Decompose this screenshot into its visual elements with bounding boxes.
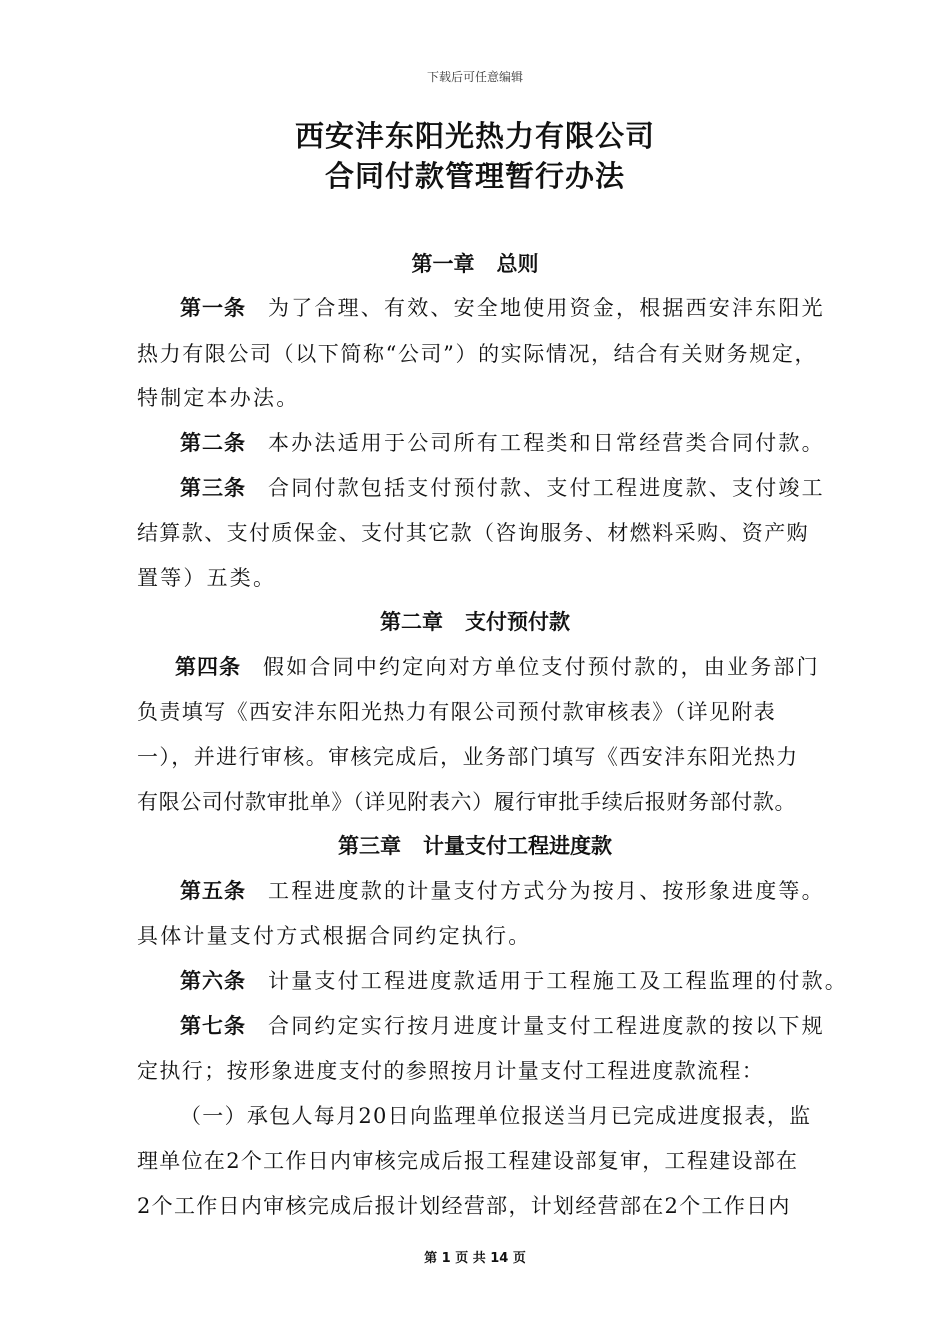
article-label: 第一条 [180,296,246,320]
article-4-line-4: 有限公司付款审批单》（详见附表六）履行审批手续后报财务部付款。 [137,790,797,814]
article-label: 第五条 [180,879,246,903]
chapter-heading-1 [0,248,950,278]
article-1-line-2: 热力有限公司（以下简称“公司”）的实际情况，结合有关财务规定， [137,342,818,366]
document-title-line-2: 合同付款管理暂行办法 [324,159,625,193]
article-3-line-2: 结算款、支付质保金、支付其它款（咨询服务、材燃料采购、资产购 [137,521,809,545]
chapter-name: 计量支付工程进度款 [423,834,612,858]
article-5-line-2: 具体计量支付方式根据合同约定执行。 [137,924,532,948]
article-text: 合同约定实行按月进度计量支付工程进度款的按以下规 [268,1014,825,1038]
article-3-line-1 [180,472,825,502]
article-4-line-1 [175,651,820,681]
article-7-line-1 [180,1010,825,1040]
article-label: 第二条 [180,431,246,455]
chapter-heading-3 [0,830,950,860]
chapter-number: 第三章 [338,834,401,858]
article-text: 计量支付工程进度款适用于工程施工及工程监理的付款。 [268,969,848,993]
article-text: 工程进度款的计量支付方式分为按月、按形象进度等。 [268,879,825,903]
article-label: 第六条 [180,969,246,993]
chapter-number: 第二章 [380,610,443,634]
header-note: 下载后可任意编辑 [426,70,523,84]
document-title-line-1: 西安沣东阳光热力有限公司 [294,119,655,153]
paragraph-1-line-1: （一）承包人每月20日向监理单位报送当月已完成进度报表，监 [180,1104,812,1128]
chapter-number: 第一章 [411,252,475,276]
article-text: 合同付款包括支付预付款、支付工程进度款、支付竣工 [268,476,825,500]
chapter-name: 总则 [496,252,539,276]
article-text: 为了合理、有效、安全地使用资金，根据西安沣东阳光 [268,296,825,320]
article-4-line-2: 负责填写《西安沣东阳光热力有限公司预付款审核表》（详见附表 [137,700,777,724]
page-number-footer: 第 1 页 共 14 页 [424,1251,526,1266]
chapter-heading-2 [0,606,950,636]
article-label: 第七条 [180,1014,246,1038]
paragraph-1-line-2: 理单位在2个工作日内审核完成后报工程建设部复审，工程建设部在 [137,1149,799,1173]
paragraph-1-line-3: 2个工作日内审核完成后报计划经营部，计划经营部在2个工作日内 [137,1194,791,1218]
article-1-line-1 [180,292,825,322]
article-6-line-1 [180,965,848,995]
article-text: 本办法适用于公司所有工程类和日常经营类合同付款。 [268,431,825,455]
article-4-line-3: 一），并进行审核。审核完成后，业务部门填写《西安沣东阳光热力 [137,745,799,769]
article-7-line-2: 定执行；按形象进度支付的参照按月计量支付工程进度款流程： [137,1059,765,1083]
chapter-name: 支付预付款 [465,610,570,634]
article-5-line-1 [180,875,825,905]
article-label: 第三条 [180,476,246,500]
article-2-line-1 [180,427,825,457]
article-3-line-3: 置等）五类。 [137,566,277,590]
article-1-line-3: 特制定本办法。 [137,386,300,410]
article-label: 第四条 [175,655,241,679]
article-text: 假如合同中约定向对方单位支付预付款的，由业务部门 [263,655,820,679]
